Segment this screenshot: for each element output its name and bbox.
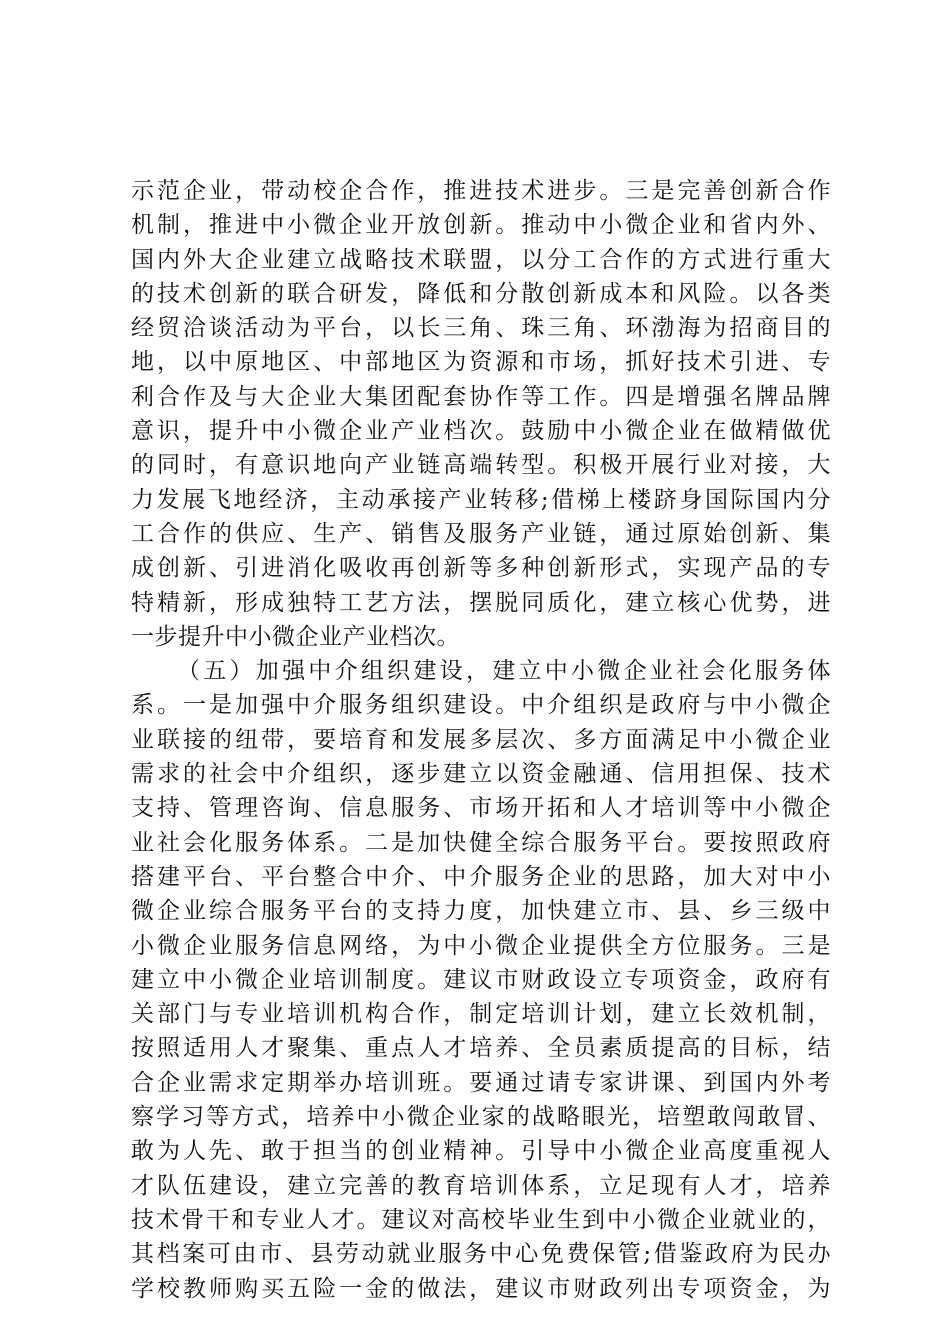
text-line: 意识，提升中小微企业产业档次。鼓励中小微企业在做精做优	[131, 418, 831, 445]
text-line: 合企业需求定期举办培训班。要通过请专家讲课、到国内外考	[131, 1069, 831, 1096]
text-line: 的同时，有意识地向产业链高端转型。积极开展行业对接，大	[131, 452, 831, 479]
paragraph-end-line: 一步提升中小微企业产业档次。	[131, 623, 460, 650]
text-line: 支持、管理咨询、信息服务、市场开拓和人才培训等中小微企	[131, 795, 831, 822]
text-line: 建立中小微企业培训制度。建议市财政设立专项资金，政府有	[131, 966, 831, 993]
text-line: 经贸洽谈活动为平台，以长三角、珠三角、环渤海为招商目的	[131, 315, 831, 342]
text-line: 业社会化服务体系。二是加快健全综合服务平台。要按照政府	[131, 829, 831, 856]
text-line: 学校教师购买五险一金的做法，建议市财政列出专项资金，为	[131, 1275, 831, 1302]
text-line: 工合作的供应、生产、销售及服务产业链，通过原始创新、集	[131, 520, 831, 547]
text-line: 业联接的纽带，要培育和发展多层次、多方面满足中小微企业	[131, 726, 831, 753]
text-line: 力发展飞地经济，主动承接产业转移;借梯上楼跻身国际国内分	[131, 486, 831, 513]
text-line: 系。一是加强中介服务组织建设。中介组织是政府与中小微企	[131, 692, 831, 719]
text-line: 微企业综合服务平台的支持力度，加快建立市、县、乡三级中	[131, 898, 831, 925]
text-line: 搭建平台、平台整合中介、中介服务企业的思路，加大对中小	[131, 863, 831, 890]
section-heading-line: （五）加强中介组织建设，建立中小微企业社会化服务体	[177, 658, 831, 685]
text-line: 技术骨干和专业人才。建议对高校毕业生到中小微企业就业的，	[131, 1206, 831, 1233]
text-line: 机制，推进中小微企业开放创新。推动中小微企业和省内外、	[131, 212, 831, 239]
text-line: 利合作及与大企业大集团配套协作等工作。四是增强名牌品牌	[131, 383, 831, 410]
text-line: 示范企业，带动校企合作，推进技术进步。三是完善创新合作	[131, 178, 831, 204]
text-line: 小微企业服务信息网络，为中小微企业提供全方位服务。三是	[131, 932, 831, 959]
text-line: 关部门与专业培训机构合作，制定培训计划，建立长效机制，	[131, 1001, 831, 1028]
text-line: 特精新，形成独特工艺方法，摆脱同质化，建立核心优势，进	[131, 589, 831, 616]
text-line: 按照适用人才聚集、重点人才培养、全员素质提高的目标，结	[131, 1035, 831, 1062]
text-line: 察学习等方式，培养中小微企业家的战略眼光，培塑敢闯敢冒、	[131, 1104, 831, 1131]
text-line: 地，以中原地区、中部地区为资源和市场，抓好技术引进、专	[131, 349, 831, 376]
text-line: 其档案可由市、县劳动就业服务中心免费保管;借鉴政府为民办	[131, 1241, 831, 1268]
text-line: 国内外大企业建立战略技术联盟，以分工合作的方式进行重大	[131, 246, 831, 273]
text-line: 需求的社会中介组织，逐步建立以资金融通、信用担保、技术	[131, 761, 831, 788]
body-text	[131, 174, 831, 1306]
text-line: 的技术创新的联合研发，降低和分散创新成本和风险。以各类	[131, 280, 831, 307]
text-line: 成创新、引进消化吸收再创新等多种创新形式，实现产品的专	[131, 555, 831, 582]
text-line: 敢为人先、敢于担当的创业精神。引导中小微企业高度重视人	[131, 1138, 831, 1165]
text-line: 才队伍建设，建立完善的教育培训体系，立足现有人才，培养	[131, 1172, 831, 1199]
